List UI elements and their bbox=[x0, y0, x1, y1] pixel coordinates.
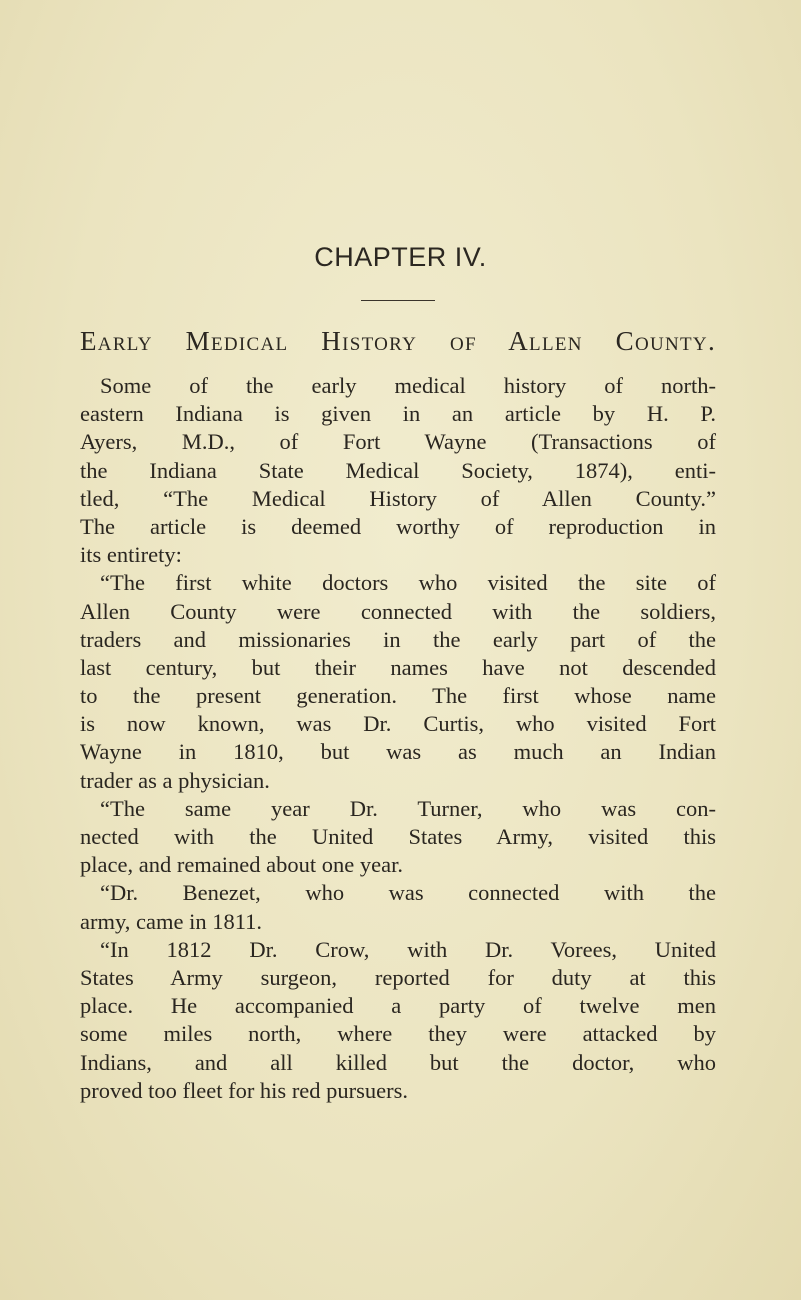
text-line: nected with the United States Army, visited this bbox=[80, 824, 716, 849]
text-line: eastern Indiana is given in an article by H. P. bbox=[80, 401, 716, 427]
text-line: its entirety: bbox=[80, 542, 182, 568]
text-line: to the present generation. The first whose name bbox=[80, 683, 716, 709]
text-line: last century, but their names have not descended bbox=[80, 654, 716, 680]
text-line: “The same year Dr. Turner, who was con- bbox=[100, 795, 716, 821]
text-line: “Dr. Benezet, who was connected with the bbox=[100, 880, 716, 906]
text-line: Indians, and all killed but the doctor, who bbox=[80, 1049, 716, 1075]
chapter-heading: CHAPTER IV. bbox=[314, 242, 487, 272]
text-line: “In 1812 Dr. Crow, with Dr. Vorees, United bbox=[100, 936, 716, 962]
section-title: Early Medical History of Allen County. bbox=[80, 326, 716, 356]
text-line: the Indiana State Medical Society, 1874), enti- bbox=[80, 457, 716, 483]
text-line: some miles north, where they were attacked by bbox=[80, 1021, 716, 1047]
text-line: proved too fleet for his red pursuers. bbox=[80, 1077, 409, 1103]
text-line: “The first white doctors who visited the site of bbox=[100, 570, 716, 596]
text-line: trader as a physician. bbox=[80, 767, 270, 793]
text-line: Ayers, M.D., of Fort Wayne (Transactions of bbox=[80, 429, 716, 455]
text-line: Allen County were connected with the soldiers, bbox=[80, 598, 716, 624]
text-line: is now known, was Dr. Curtis, who visited Fort bbox=[80, 711, 716, 737]
text-line: Some of the early medical history of north- bbox=[100, 373, 716, 398]
text-line: place. He accompanied a party of twelve men bbox=[80, 993, 716, 1019]
text-line: traders and missionaries in the early part of the bbox=[80, 626, 716, 652]
text-line: army, came in 1811. bbox=[80, 908, 263, 934]
text-line: place, and remained about one year. bbox=[80, 852, 403, 878]
text-line: States Army surgeon, reported for duty at this bbox=[80, 964, 716, 990]
text-line: Wayne in 1810, but was as much an Indian bbox=[80, 739, 716, 765]
body-text bbox=[80, 372, 716, 1105]
text-line: tled, “The Medical History of Allen County.” bbox=[80, 485, 716, 511]
heading-divider bbox=[361, 300, 435, 301]
text-line: The article is deemed worthy of reproduction in bbox=[80, 513, 716, 539]
